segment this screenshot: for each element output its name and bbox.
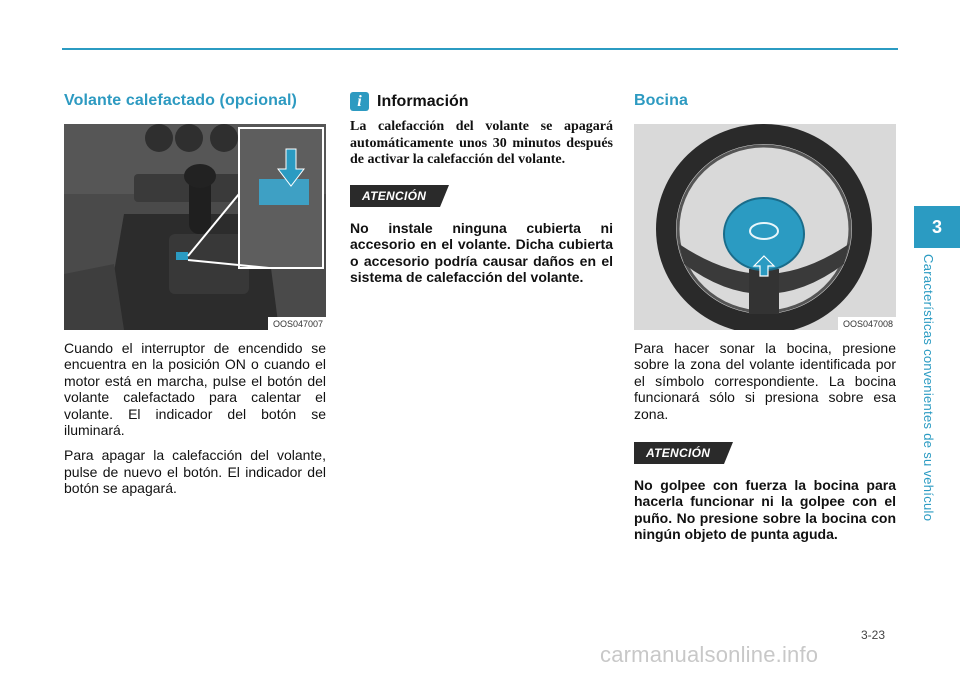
horn-paragraph: Para hacer sonar la bocina, presione sobre la zona del volante identificada por el símbolo correspondiente. La bocina funcionará sólo si presiona sobre esa zona. [634,340,896,422]
top-rule [62,48,898,50]
column-heated-steering [64,92,326,497]
body-paragraph-1: Cuando el interruptor de encendido se encuentra en la posición ON o cuando el motor está en marcha, pulse el botón del volante calefactado para calentar el volante. El indicador del botón se iluminará. [64,340,326,439]
column-info-warning [350,92,613,285]
figure-code: OOS047008 [838,317,896,330]
warning-label: ATENCIÓN [350,185,440,207]
warning-text: No instale ninguna cubierta ni accesorio en el volante. Dicha cubierta o accesorio podría causar daños en el sistema de calefacción del volante. [350,219,613,285]
info-header [350,92,613,111]
figure-code: OOS047007 [268,317,326,330]
warning-label-wrap [634,442,896,464]
info-text: La calefacción del volante se apagará automáticamente unos 30 minutos después de activar la calefacción del volante. [350,119,613,168]
figure-heated-wheel-button [64,124,326,330]
steering-wheel-illustration [634,124,896,330]
column-horn [634,92,896,543]
warning-label-wrap [350,185,613,207]
info-title: Información [377,92,469,110]
info-icon: i [350,92,369,111]
watermark: carmanualsonline.info [600,642,819,667]
warning-label: ATENCIÓN [634,442,724,464]
section-title-horn: Bocina [634,92,688,109]
chapter-label [922,254,940,554]
chapter-tab: 3 [914,206,960,248]
horn-warning-text: No golpee con fuerza la bocina para hacerla funcionar ni la golpee con el puño. No presione sobre la bocina con ningún objeto de punta aguda. [634,477,896,543]
console-illustration [64,124,326,330]
body-paragraph-2: Para apagar la calefacción del volante, pulse de nuevo el botón. El indicador del botón se apagará. [64,447,326,497]
section-title-heated-wheel: Volante calefactado (opcional) [64,92,297,109]
page-number: 3-23 [861,628,886,642]
chapter-label-text: Características convenientes de su vehículo [921,254,936,522]
figure-steering-wheel-horn [634,124,896,330]
